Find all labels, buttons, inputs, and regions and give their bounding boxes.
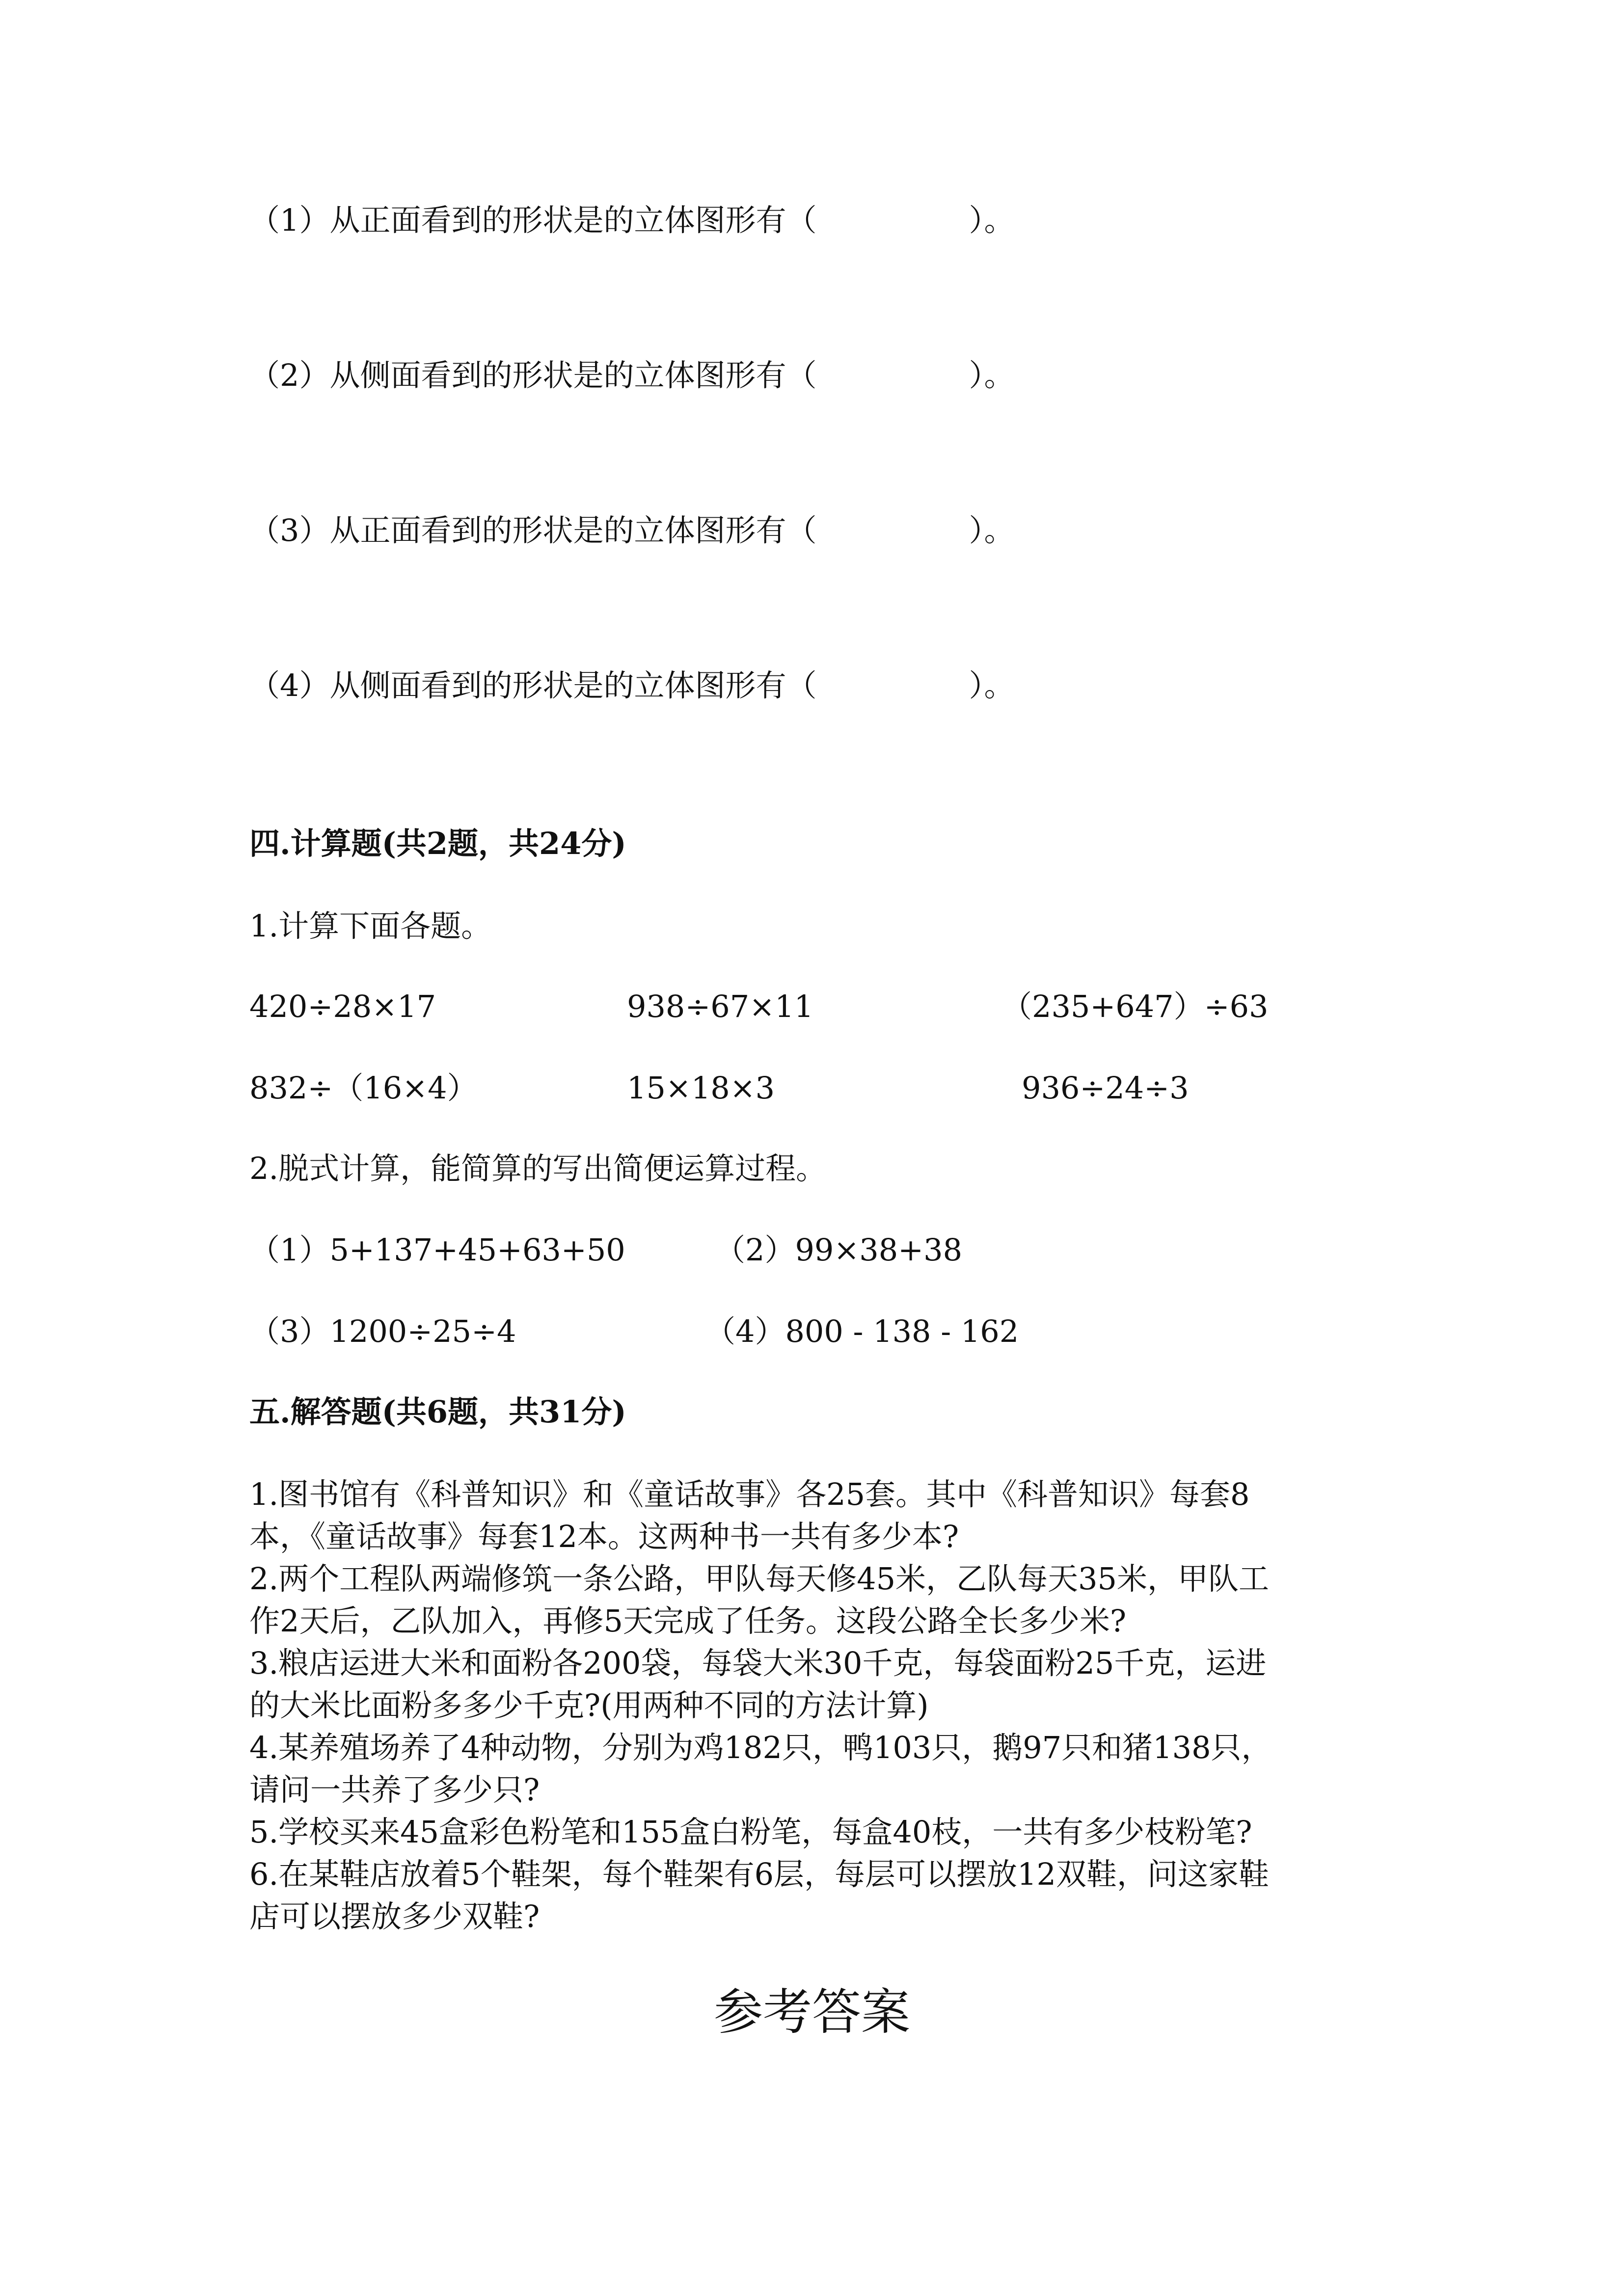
word-problem-line: 3.粮店运进大米和面粉各200袋，每袋大米30千克，每袋面粉25千克，运进 [249, 1645, 1267, 1681]
section-4-heading: 四.计算题(共2题，共24分) [249, 826, 626, 861]
word-problem-line: 1.图书馆有《科普知识》和《童话故事》各25套。其中《科普知识》每套8 [249, 1476, 1250, 1512]
word-problem-line: 2.两个工程队两端修筑一条公路，甲队每天修45米，乙队每天35米，甲队工 [249, 1561, 1269, 1597]
calc-1-expr-1: 420÷28×17 [249, 988, 436, 1024]
answers-title: 参考答案 [714, 1983, 910, 2041]
question-3-1: （1）从正面看到的形状是的立体图形有（ ）。 [249, 202, 1015, 238]
calc-2-prompt: 2.脱式计算，能简算的写出简便运算过程。 [249, 1150, 827, 1186]
word-problem-line: 6.在某鞋店放着5个鞋架，每个鞋架有6层，每层可以摆放12双鞋，问这家鞋 [249, 1856, 1269, 1892]
word-problem-line: 请问一共养了多少只? [249, 1772, 540, 1808]
section-5-heading: 五.解答题(共6题，共31分) [249, 1394, 626, 1430]
calc-1-expr-2: 938÷67×11 [627, 988, 814, 1024]
calc-1-expr-3: （235+647）÷63 [1001, 988, 1269, 1024]
calc-1-expr-5: 15×18×3 [627, 1070, 775, 1106]
word-problem-line: 店可以摆放多少双鞋? [249, 1898, 540, 1934]
question-3-4: （4）从侧面看到的形状是的立体图形有（ ）。 [249, 667, 1015, 703]
calc-2-expr-2: （2）99×38+38 [715, 1232, 963, 1268]
calc-1-expr-4: 832÷（16×4） [249, 1070, 478, 1106]
calc-1-prompt: 1.计算下面各题。 [249, 908, 492, 944]
question-3-2: （2）从侧面看到的形状是的立体图形有（ ）。 [249, 357, 1015, 393]
word-problem-line: 4.某养殖场养了4种动物，分别为鸡182只，鸭103只，鹅97只和猪138只， [249, 1730, 1272, 1765]
word-problem-line: 作2天后，乙队加入，再修5天完成了任务。这段公路全长多少米? [249, 1603, 1127, 1639]
word-problem-line: 的大米比面粉多多少千克?(用两种不同的方法计算) [249, 1687, 929, 1723]
word-problem-line: 本，《童话故事》每套12本。这两种书一共有多少本? [249, 1519, 959, 1554]
calc-2-expr-3: （3）1200÷25÷4 [249, 1313, 516, 1349]
calc-2-expr-1: （1）5+137+45+63+50 [249, 1232, 625, 1268]
word-problem-line: 5.学校买来45盒彩色粉笔和155盒白粉笔，每盒40枝，一共有多少枝粉笔? [249, 1814, 1252, 1850]
question-3-3: （3）从正面看到的形状是的立体图形有（ ）。 [249, 512, 1015, 548]
calc-2-expr-4: （4）800 - 138 - 162 [705, 1313, 1019, 1349]
calc-1-expr-6: 936÷24÷3 [1022, 1070, 1189, 1106]
